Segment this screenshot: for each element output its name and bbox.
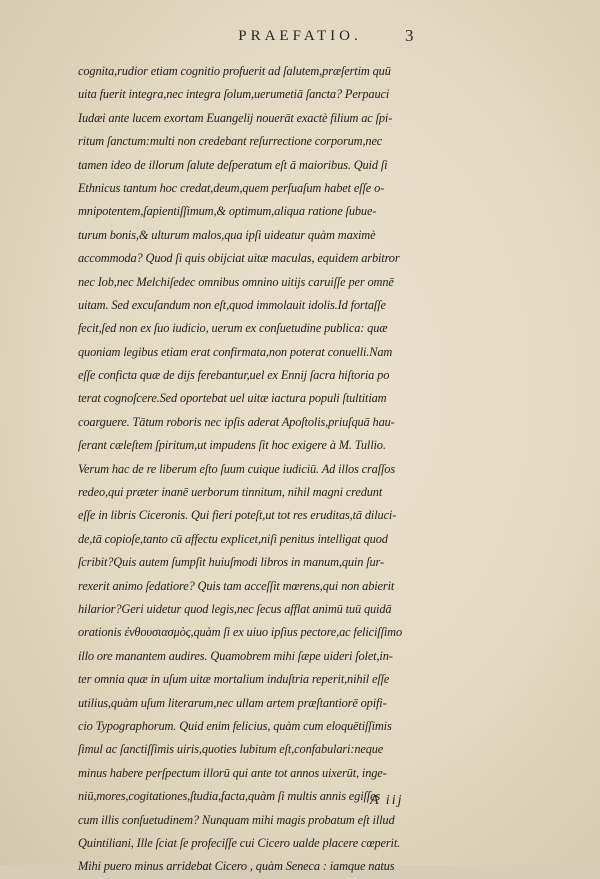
text-line: Ethnicus tantum hoc credat,deum,quem perſuaſum habet eſſe o- [78,180,385,195]
text-line: ſerant cæleſtem ſpiritum,ut impudens ſit hoc exigere à M. Tullio. [78,438,386,453]
page-number: 3 [405,26,414,45]
text-line: cum illis conſuetudinem? Nunquam mihi magis probatum eſt illud [78,812,395,827]
text-line: ſcribit?Quis autem ſumpſit huiuſmodi libros in manum,quin ſur- [78,555,384,570]
text-line: hilarior?Geri uidetur quod legis,nec ſecus afflat animū tuū quidā [78,601,392,616]
text-line: tamen ideo de illorum ſalute deſperatum eſt ā maioribus. Quid ſi [78,157,388,172]
text-line: cio Typographorum. Quid enim felicius, quàm cum eloquētiſſimis [78,718,392,733]
text-line: eſſe in libris Ciceronis. Qui fieri poteſt,ut tot res eruditas,tā diluci- [78,508,397,523]
text-line: Iudæi ante lucem exortam Euangelij nouerāt exactè filium ac ſpi- [78,110,393,125]
running-title: PRAEFATIO. [238,28,362,44]
text-line: ritum ſanctum:multi non credebant reſurrectione corporum,nec [78,134,383,149]
text-line: rexerit animo ſedatiore? Quis tam acceſſit mœrens,qui non abierit [78,578,395,593]
text-line: uita fuerit integra,nec integra ſolum,uerumetiā ſanctа? Perpauci [78,87,390,102]
text-line: Quintiliani, Ille ſciat ſe profeciſſe cui Cicero ualde placere cœperit. [78,835,401,850]
text-line: terat cognoſcere.Sed oportebat uel uitæ iactura populi ſtultitiam [78,391,387,406]
text-line: cognita,rudior etiam cognitio profuerit ad ſalutem,præſertim quū [78,64,391,78]
text-line: Verum hac de re liberum eſto ſuum cuique iudiciū. Ad illos craſſos [78,461,396,476]
text-line: utilius,quàm uſum literarum,nec ullam artem præſtantiorē opifi- [78,695,387,710]
text-line: de,tā copioſe,tanto cū affectu explicet,niſi penitus intelligat quod [78,531,388,546]
text-line: Mihi puero minus arridebat Cicero , quàm Seneca : iamque natus [78,859,395,874]
text-line: ſimul ac ſanctiſſimis uiris,quoties lubitum eſt,confabulari:neque [78,742,384,757]
text-line: orationis ἐνθουσιασμὸς,quàm ſi ex uiuo ipſius pectore,ac feliciſſimo [78,625,403,640]
body-text [78,60,438,879]
text-line: minus habere perſpectum illorū qui ante tot annos uixerūt, inge- [78,765,387,780]
text-line: coarguere. Tātum roboris nec ipſis aderat Apoſtolis,priuſquā hau- [78,414,395,429]
text-line: mnipotentem,ſapientiſſimum,& optimum,aliqua ratione ſubue- [78,204,377,219]
text-line: quoniam legibus etiam erat confirmata,non poterat conuelli.Nam [78,344,393,359]
signature-mark: A iij [370,793,404,808]
text-line: illo ore manantem audires. Quamobrem mihi ſæpe uideri ſolet,in- [78,648,393,663]
text-line: redeo,qui præter inanē uerborum tinnitum, nihil magni credunt [78,485,383,500]
text-line: accommoda? Quod ſi quis obijciat uitæ maculas, equidem arbitror [78,251,400,266]
text-line: ter omnia quæ in uſum uitæ mortalium induſtria reperit,nihil eſſe [78,672,390,687]
text-line: turum bonis,& ulturum malos,qua ipſi uideatur quàm maximè [78,227,376,242]
text-line: fecit,ſed non ex ſuo iudicio, uerum ex conſuetudine publica: quæ [78,321,388,336]
text-line: nec Iob,nec Melchiſedec omnibus omnino uitijs caruiſſe per omnē [78,274,394,289]
text-line: eſſe conficta quæ de dijs ferebantur,uel ex Ennij ſacra hiſtoria po [78,368,390,383]
text-line: niū,mores,cogitationes,ſtudia,facta,quàm ſi multis annis egiſſes [78,789,381,804]
text-line: uitam. Sed excuſandum non eſt,quod immolauit idolis.Id fortaſſe [78,297,386,312]
